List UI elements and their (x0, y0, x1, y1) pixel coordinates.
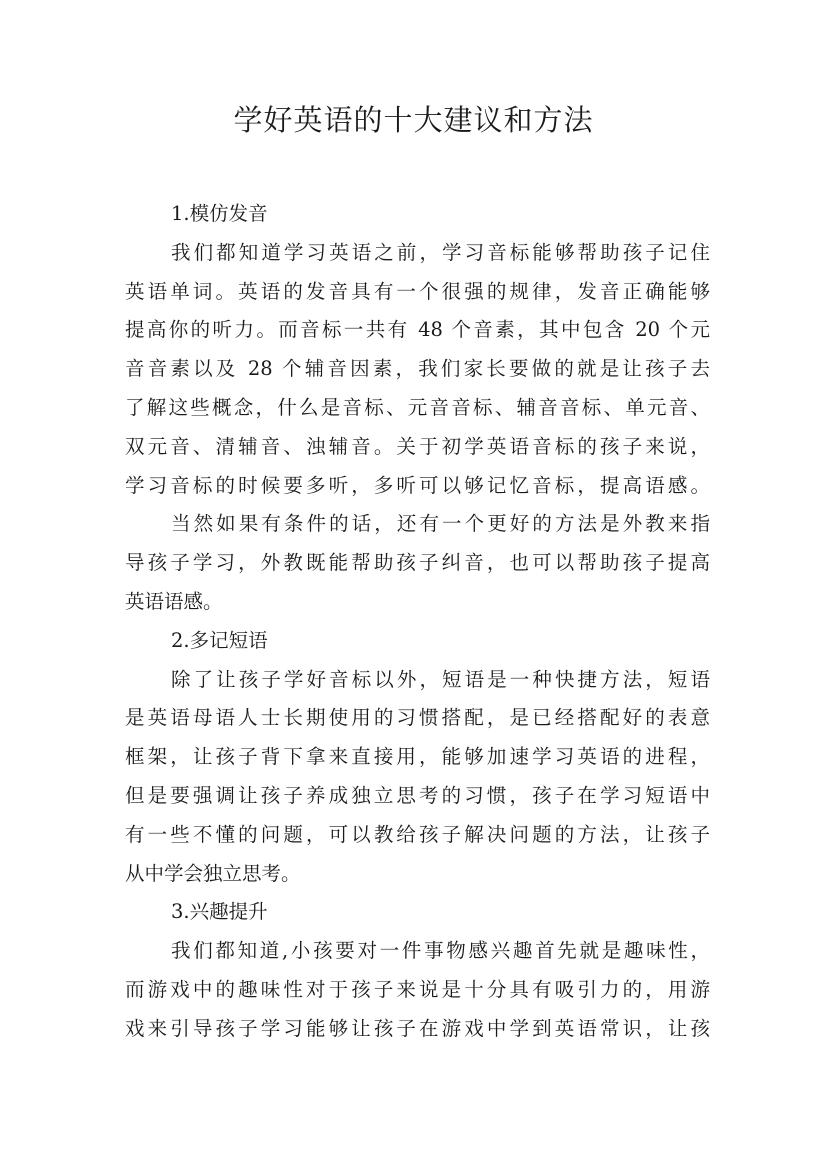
paragraph-line: 框架，让孩子背下拿来直接用，能够加速学习英语的进程， (125, 745, 710, 769)
paragraph-line: 音音素以及 28 个辅音因素，我们家长要做的就是让孩子去 (125, 357, 710, 381)
document-title: 学好英语的十大建议和方法 (233, 103, 594, 137)
paragraph-line: 从中学会独立思考。 (125, 861, 301, 885)
paragraph-line: 双元音、清辅音、浊辅音。关于初学英语音标的孩子来说， (125, 434, 710, 458)
paragraph-line: 当然如果有条件的话，还有一个更好的方法是外教来指 (171, 512, 710, 536)
paragraph-line: 英语单词。英语的发音具有一个很强的规律，发音正确能够 (125, 279, 710, 303)
section-heading: 2.多记短语 (171, 628, 268, 652)
paragraph-line: 除了让孩子学好音标以外，短语是一种快捷方法，短语 (171, 667, 710, 691)
paragraph-line: 我们都知道,小孩要对一件事物感兴趣首先就是趣味性， (171, 939, 710, 963)
section-heading: 3.兴趣提升 (171, 900, 268, 924)
paragraph-line: 导孩子学习，外教既能帮助孩子纠音，也可以帮助孩子提高 (125, 551, 710, 575)
document-body (125, 195, 710, 1049)
paragraph-line: 了解这些概念，什么是音标、元音音标、辅音音标、单元音、 (125, 395, 710, 419)
paragraph-line: 有一些不懂的问题，可以教给孩子解决问题的方法，让孩子 (125, 822, 710, 846)
paragraph-line: 是英语母语人士长期使用的习惯搭配，是已经搭配好的表意 (125, 706, 710, 730)
paragraph-line: 戏来引导孩子学习能够让孩子在游戏中学到英语常识，让孩 (125, 1016, 710, 1040)
paragraph-line: 学习音标的时候要多听，多听可以够记忆音标，提高语感。 (125, 473, 710, 497)
paragraph-line: 提高你的听力。而音标一共有 48 个音素，其中包含 20 个元 (125, 318, 710, 342)
paragraph-line: 但是要强调让孩子养成独立思考的习惯，孩子在学习短语中 (125, 783, 710, 807)
section-heading: 1.模仿发音 (171, 202, 268, 225)
paragraph-line: 我们都知道学习英语之前，学习音标能够帮助孩子记住 (171, 240, 710, 264)
paragraph-line: 而游戏中的趣味性对于孩子来说是十分具有吸引力的，用游 (125, 977, 710, 1001)
paragraph-line: 英语语感。 (125, 589, 223, 613)
